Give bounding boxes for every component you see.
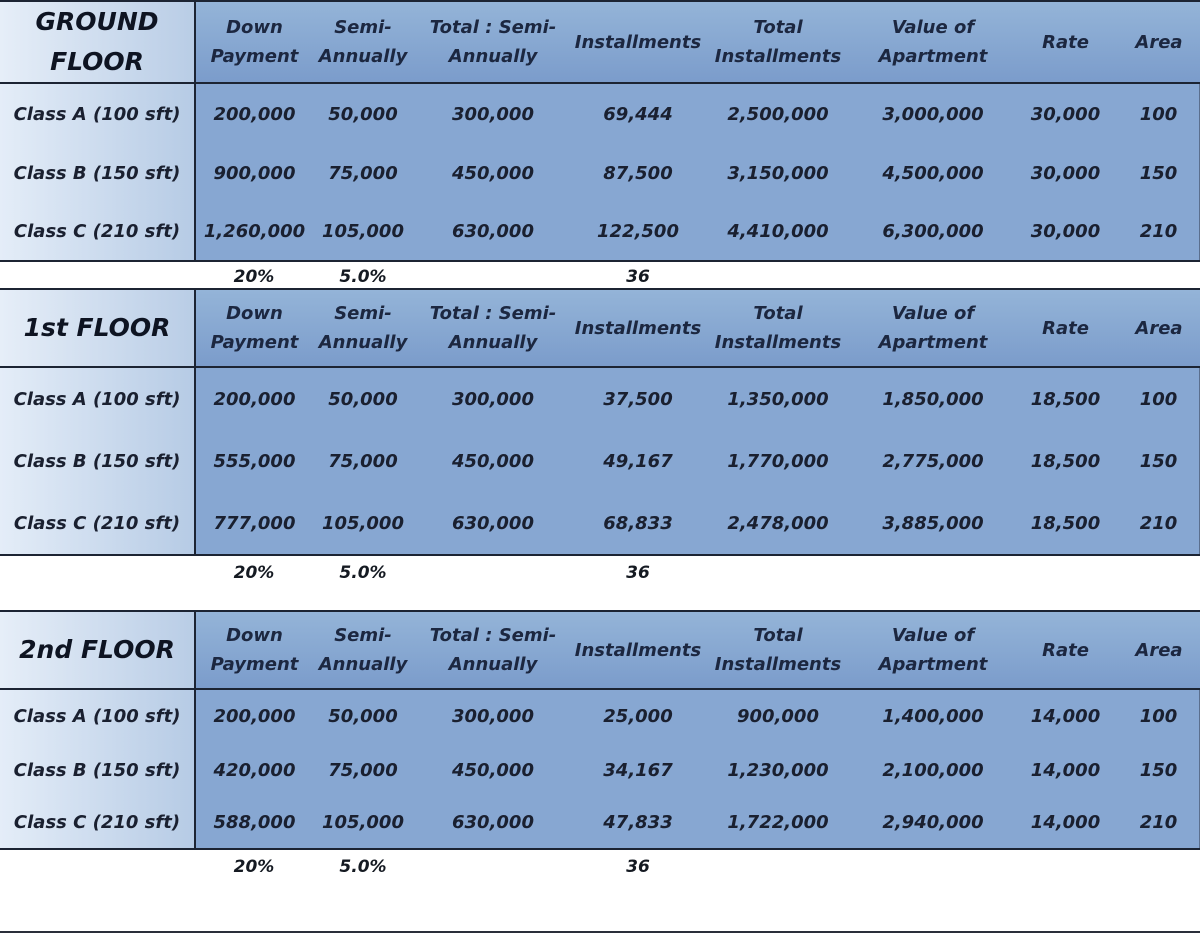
column-header-line: Area [1135,639,1183,661]
table-header-row [0,611,1200,689]
down-payment-cell: 200,000 [195,83,313,144]
column-header-line: Total : Semi- [429,17,557,38]
column-header-line: Apartment [878,332,988,353]
column-header-line: Value of [891,303,975,324]
total-semi-annually-cell: 300,000 [413,83,573,144]
summary-spacer [413,555,573,589]
table-row [0,430,1200,493]
column-header-line: Total [753,303,803,324]
rate-cell: 30,000 [1013,144,1118,203]
total-installments-cell: 1,770,000 [703,430,853,493]
area-cell: 100 [1118,83,1200,144]
column-header-total-installments [703,1,853,83]
total-semi-annually-cell: 630,000 [413,797,573,849]
value-of-apartment-cell: 3,000,000 [853,83,1013,144]
installments-count: 36 [573,849,703,883]
class-label: Class B (150 sft) [0,144,195,203]
down-payment-cell: 200,000 [195,367,313,430]
installments-cell: 49,167 [573,430,703,493]
installments-cell: 68,833 [573,493,703,555]
column-header-line: Apartment [878,46,988,67]
column-header-line: Value of [891,625,975,646]
column-header-line: Installments [714,46,842,67]
floor-table [0,288,1200,589]
column-header-line: Total : Semi- [429,625,557,646]
value-of-apartment-cell: 2,100,000 [853,743,1013,797]
total-installments-cell: 1,350,000 [703,367,853,430]
semi-annual-percent: 5.0% [313,261,413,291]
semi-annually-cell: 75,000 [313,144,413,203]
column-header-semi-annually [313,611,413,689]
table-row [0,203,1200,261]
column-header-line: Area [1135,31,1183,53]
class-label: Class C (210 sft) [0,797,195,849]
rate-cell: 14,000 [1013,689,1118,743]
column-header-area [1118,1,1200,83]
rate-cell: 18,500 [1013,430,1118,493]
area-cell: 150 [1118,743,1200,797]
installments-cell: 87,500 [573,144,703,203]
column-header-line: Rate [1042,31,1089,53]
value-of-apartment-cell: 1,850,000 [853,367,1013,430]
area-cell: 150 [1118,430,1200,493]
summary-spacer [1118,849,1200,883]
column-header-line: Total [753,625,803,646]
bottom-divider [0,931,1200,933]
table-row [0,797,1200,849]
table-header-row [0,1,1200,83]
total-semi-annually-cell: 300,000 [413,367,573,430]
summary-spacer [853,555,1013,589]
down-payment-cell: 420,000 [195,743,313,797]
column-header-total-installments [703,611,853,689]
installments-cell: 34,167 [573,743,703,797]
column-header-value-of-apartment [853,1,1013,83]
semi-annually-cell: 75,000 [313,743,413,797]
floor-title-line: 1st FLOOR [23,313,171,342]
total-semi-annually-cell: 300,000 [413,689,573,743]
total-semi-annually-cell: 450,000 [413,144,573,203]
installments-cell: 122,500 [573,203,703,261]
rate-cell: 30,000 [1013,83,1118,144]
installments-cell: 25,000 [573,689,703,743]
down-payment-percent: 20% [195,849,313,883]
total-installments-cell: 3,150,000 [703,144,853,203]
area-cell: 150 [1118,144,1200,203]
column-header-down-payment [195,289,313,367]
summary-spacer [1013,261,1118,291]
semi-annually-cell: 105,000 [313,203,413,261]
floor-title-line: FLOOR [50,47,144,76]
summary-spacer [413,261,573,291]
column-header-down-payment [195,1,313,83]
floor-title-line: 2nd FLOOR [19,635,175,664]
column-header-area [1118,289,1200,367]
semi-annually-cell: 50,000 [313,83,413,144]
floor-table [0,610,1200,883]
column-header-rate [1013,289,1118,367]
column-header-total-semi-annually [413,289,573,367]
floor-title [0,611,195,689]
column-header-line: Area [1135,317,1183,339]
class-label: Class C (210 sft) [0,203,195,261]
summary-row [0,849,1200,883]
area-cell: 100 [1118,367,1200,430]
area-cell: 100 [1118,689,1200,743]
column-header-line: Value of [891,17,975,38]
down-payment-cell: 555,000 [195,430,313,493]
column-header-semi-annually [313,289,413,367]
rate-cell: 18,500 [1013,367,1118,430]
column-header-line: Down [226,625,283,646]
summary-spacer [0,849,195,883]
column-header-rate [1013,1,1118,83]
total-installments-cell: 2,478,000 [703,493,853,555]
table-row [0,83,1200,144]
column-header-installments [573,289,703,367]
table-row [0,743,1200,797]
down-payment-cell: 588,000 [195,797,313,849]
total-semi-annually-cell: 630,000 [413,493,573,555]
value-of-apartment-cell: 3,885,000 [853,493,1013,555]
column-header-line: Annually [448,332,538,353]
column-header-line: Annually [318,332,408,353]
value-of-apartment-cell: 2,940,000 [853,797,1013,849]
column-header-line: Down [226,17,283,38]
rate-cell: 14,000 [1013,743,1118,797]
column-header-line: Payment [210,46,299,67]
table-row [0,493,1200,555]
total-installments-cell: 2,500,000 [703,83,853,144]
semi-annual-percent: 5.0% [313,555,413,589]
down-payment-cell: 777,000 [195,493,313,555]
table-row [0,144,1200,203]
class-label: Class B (150 sft) [0,743,195,797]
class-label: Class B (150 sft) [0,430,195,493]
column-header-line: Installments [714,654,842,675]
summary-row [0,261,1200,291]
down-payment-cell: 200,000 [195,689,313,743]
column-header-semi-annually [313,1,413,83]
column-header-rate [1013,611,1118,689]
column-header-line: Rate [1042,639,1089,661]
down-payment-percent: 20% [195,261,313,291]
table-header-row [0,289,1200,367]
total-semi-annually-cell: 630,000 [413,203,573,261]
column-header-line: Semi- [334,303,392,324]
column-header-line: Annually [448,654,538,675]
column-header-line: Apartment [878,654,988,675]
installments-cell: 47,833 [573,797,703,849]
area-cell: 210 [1118,493,1200,555]
area-cell: 210 [1118,203,1200,261]
summary-spacer [853,261,1013,291]
column-header-line: Payment [210,332,299,353]
column-header-line: Installments [574,317,702,339]
installments-cell: 69,444 [573,83,703,144]
column-header-line: Installments [714,332,842,353]
column-header-line: Total [753,17,803,38]
semi-annually-cell: 105,000 [313,797,413,849]
summary-spacer [703,555,853,589]
column-header-total-installments [703,289,853,367]
rate-cell: 18,500 [1013,493,1118,555]
summary-spacer [853,849,1013,883]
total-installments-cell: 1,722,000 [703,797,853,849]
summary-spacer [1013,849,1118,883]
class-label: Class C (210 sft) [0,493,195,555]
column-header-line: Down [226,303,283,324]
column-header-area [1118,611,1200,689]
rate-cell: 14,000 [1013,797,1118,849]
value-of-apartment-cell: 4,500,000 [853,144,1013,203]
column-header-line: Semi- [334,625,392,646]
column-header-installments [573,611,703,689]
semi-annual-percent: 5.0% [313,849,413,883]
summary-spacer [1013,555,1118,589]
column-header-line: Annually [318,654,408,675]
down-payment-cell: 1,260,000 [195,203,313,261]
column-header-line: Rate [1042,317,1089,339]
floor-title [0,289,195,367]
down-payment-percent: 20% [195,555,313,589]
summary-spacer [1118,555,1200,589]
column-header-installments [573,1,703,83]
summary-row [0,555,1200,589]
semi-annually-cell: 50,000 [313,689,413,743]
total-installments-cell: 900,000 [703,689,853,743]
floor-title [0,1,195,83]
summary-spacer [0,261,195,291]
column-header-total-semi-annually [413,611,573,689]
column-header-line: Installments [574,639,702,661]
total-installments-cell: 1,230,000 [703,743,853,797]
rate-cell: 30,000 [1013,203,1118,261]
installments-count: 36 [573,261,703,291]
column-header-total-semi-annually [413,1,573,83]
summary-spacer [703,849,853,883]
column-header-value-of-apartment [853,289,1013,367]
floor-title-line: GROUND [35,7,159,36]
column-header-value-of-apartment [853,611,1013,689]
class-label: Class A (100 sft) [0,367,195,430]
column-header-line: Installments [574,31,702,53]
value-of-apartment-cell: 1,400,000 [853,689,1013,743]
class-label: Class A (100 sft) [0,689,195,743]
column-header-line: Annually [318,46,408,67]
class-label: Class A (100 sft) [0,83,195,144]
semi-annually-cell: 75,000 [313,430,413,493]
summary-spacer [0,555,195,589]
installments-cell: 37,500 [573,367,703,430]
value-of-apartment-cell: 2,775,000 [853,430,1013,493]
semi-annually-cell: 50,000 [313,367,413,430]
total-semi-annually-cell: 450,000 [413,430,573,493]
total-semi-annually-cell: 450,000 [413,743,573,797]
total-installments-cell: 4,410,000 [703,203,853,261]
column-header-line: Total : Semi- [429,303,557,324]
value-of-apartment-cell: 6,300,000 [853,203,1013,261]
floor-table [0,0,1200,291]
semi-annually-cell: 105,000 [313,493,413,555]
installments-count: 36 [573,555,703,589]
area-cell: 210 [1118,797,1200,849]
column-header-line: Semi- [334,17,392,38]
down-payment-cell: 900,000 [195,144,313,203]
column-header-line: Annually [448,46,538,67]
summary-spacer [703,261,853,291]
column-header-line: Payment [210,654,299,675]
table-row [0,367,1200,430]
column-header-down-payment [195,611,313,689]
table-row [0,689,1200,743]
summary-spacer [1118,261,1200,291]
summary-spacer [413,849,573,883]
